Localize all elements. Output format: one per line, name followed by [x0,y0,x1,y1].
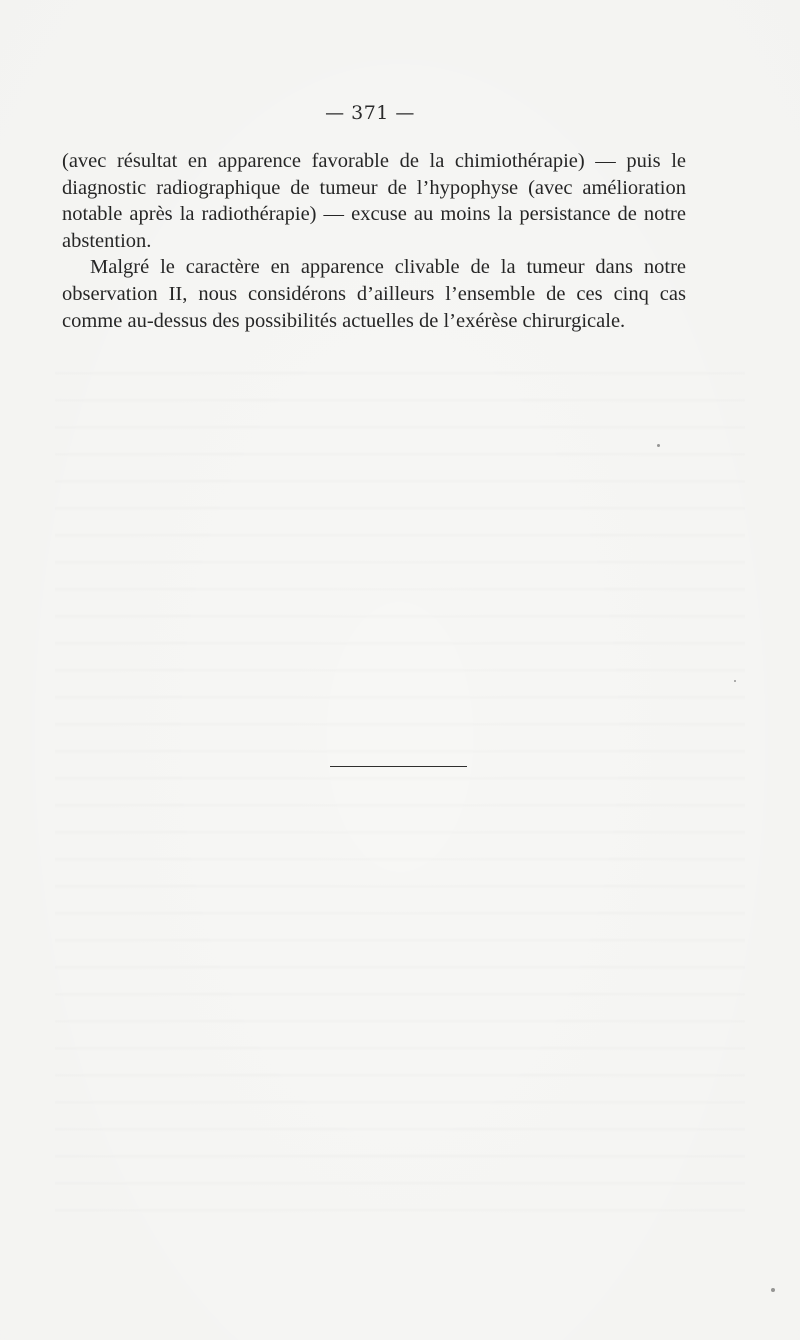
paragraph-1: (avec résultat en apparence favorable de la chimiothérapie) — puis le diagnostic radiographique de tumeur de l’hypophyse (avec amélioration notable après la radiothérapie) — excuse au moins la persistance de notre abstention. [62,150,686,252]
paper-speck [771,1288,775,1292]
page-number: — 371 — [325,102,415,124]
bleed-through-texture [55,355,745,1215]
paper-speck [734,680,736,682]
body-text [62,148,686,334]
paper-speck [657,444,660,447]
paragraph-2: Malgré le caractère en apparence clivable de la tumeur dans notre observation II, nous considérons d’ailleurs l’ensemble de ces cinq cas comme au-dessus des possibilités actuelles de l’exérèse chirurgicale. [62,256,686,332]
section-divider-rule [330,766,467,767]
